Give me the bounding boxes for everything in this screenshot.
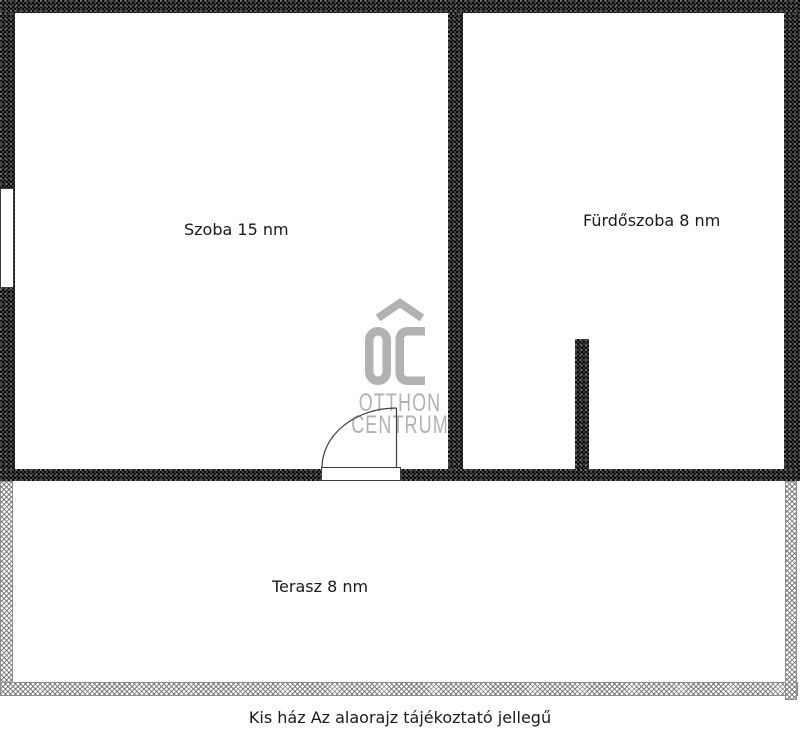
room-label-szoba: Szoba 15 nm xyxy=(184,220,289,239)
watermark-line1: OTTHON xyxy=(358,389,442,417)
watermark-line2: CENTRUM xyxy=(351,411,449,439)
room-label-terasz: Terasz 8 nm xyxy=(272,577,369,596)
room-label-furdoszoba: Fürdőszoba 8 nm xyxy=(583,211,721,230)
plan-caption: Kis ház Az alaorajz tájékoztató jellegű xyxy=(248,708,552,727)
door-swing-arc-icon xyxy=(322,408,397,468)
